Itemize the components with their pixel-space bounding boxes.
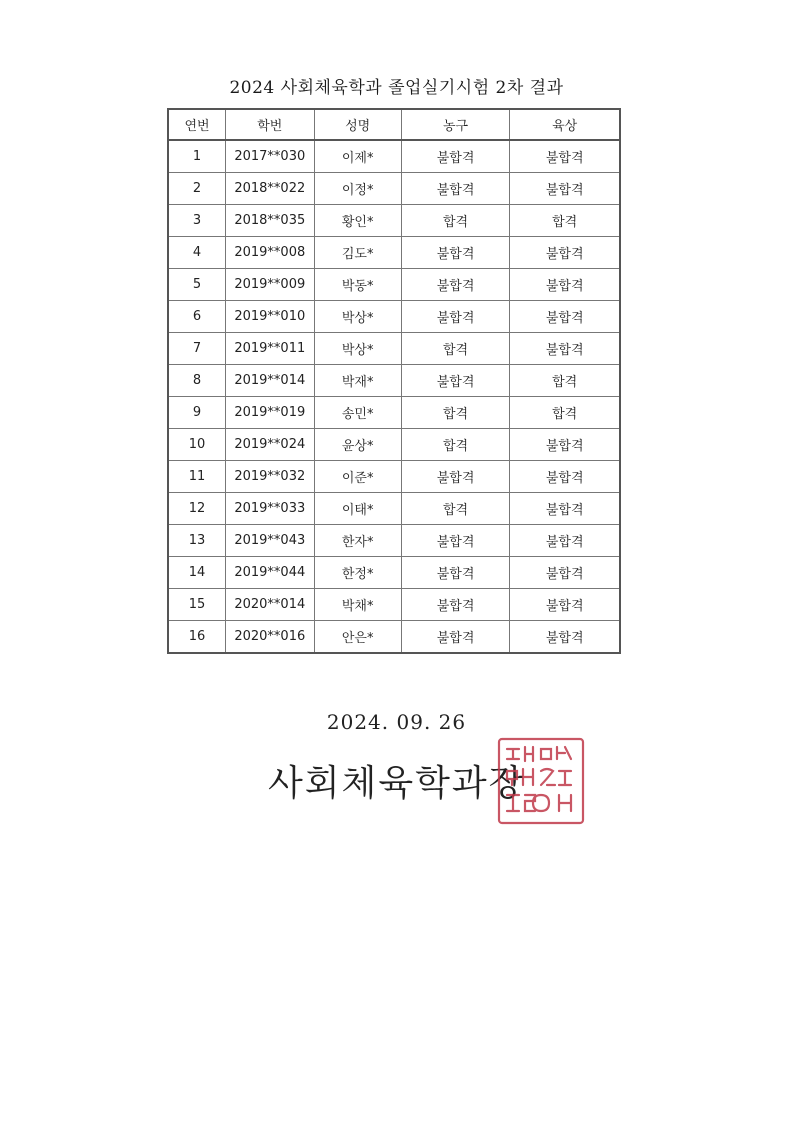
cell-basketball: 불합격 [401,301,510,333]
cell-no: 9 [168,397,226,429]
document-date: 2024. 09. 26 [326,710,467,734]
cell-no: 1 [168,140,226,173]
cell-name: 박재* [314,365,401,397]
cell-basketball: 불합격 [401,269,510,301]
cell-name: 이제* [314,140,401,173]
cell-name: 이정* [314,173,401,205]
cell-no: 2 [168,173,226,205]
cell-student-id: 2019**044 [226,557,315,589]
header-student-id: 학번 [226,109,315,140]
cell-name: 박동* [314,269,401,301]
header-no: 연번 [168,109,226,140]
cell-track: 불합격 [510,173,620,205]
cell-track: 불합격 [510,589,620,621]
table-body [168,140,620,653]
table-row [168,173,620,205]
cell-track: 합격 [510,365,620,397]
cell-student-id: 2019**009 [226,269,315,301]
table-row [168,269,620,301]
cell-no: 5 [168,269,226,301]
cell-basketball: 불합격 [401,589,510,621]
cell-student-id: 2019**008 [226,237,315,269]
cell-name: 이준* [314,461,401,493]
cell-track: 불합격 [510,140,620,173]
cell-student-id: 2020**016 [226,621,315,654]
cell-name: 박채* [314,589,401,621]
cell-no: 13 [168,525,226,557]
table-row [168,461,620,493]
cell-no: 11 [168,461,226,493]
table-row [168,140,620,173]
cell-student-id: 2019**033 [226,493,315,525]
cell-basketball: 합격 [401,333,510,365]
cell-track: 불합격 [510,557,620,589]
cell-no: 7 [168,333,226,365]
cell-track: 합격 [510,397,620,429]
cell-no: 4 [168,237,226,269]
cell-track: 불합격 [510,429,620,461]
table-row [168,429,620,461]
cell-no: 14 [168,557,226,589]
cell-name: 김도* [314,237,401,269]
cell-basketball: 합격 [401,205,510,237]
cell-basketball: 불합격 [401,140,510,173]
table-row [168,365,620,397]
cell-name: 황인* [314,205,401,237]
cell-no: 12 [168,493,226,525]
cell-student-id: 2018**035 [226,205,315,237]
table-row [168,333,620,365]
table-header-row [168,109,620,140]
table-row [168,525,620,557]
cell-track: 불합격 [510,525,620,557]
cell-no: 15 [168,589,226,621]
cell-no: 3 [168,205,226,237]
cell-name: 윤상* [314,429,401,461]
cell-no: 10 [168,429,226,461]
cell-no: 6 [168,301,226,333]
cell-student-id: 2019**010 [226,301,315,333]
cell-basketball: 불합격 [401,461,510,493]
cell-no: 8 [168,365,226,397]
table-row [168,237,620,269]
cell-student-id: 2018**022 [226,173,315,205]
cell-track: 불합격 [510,461,620,493]
cell-student-id: 2019**024 [226,429,315,461]
table-row [168,205,620,237]
cell-name: 박상* [314,301,401,333]
cell-basketball: 합격 [401,397,510,429]
table-row [168,301,620,333]
table-row [168,557,620,589]
signer-title: 사회체육학과장 [268,763,526,804]
cell-basketball: 불합격 [401,173,510,205]
cell-basketball: 합격 [401,493,510,525]
cell-name: 한정* [314,557,401,589]
results-table [167,108,621,654]
cell-name: 박상* [314,333,401,365]
table-row [168,621,620,654]
cell-track: 불합격 [510,493,620,525]
header-track: 육상 [510,109,620,140]
cell-basketball: 불합격 [401,525,510,557]
cell-basketball: 불합격 [401,621,510,654]
cell-track: 불합격 [510,237,620,269]
cell-basketball: 불합격 [401,237,510,269]
cell-name: 안은* [314,621,401,654]
cell-student-id: 2019**043 [226,525,315,557]
table-row [168,397,620,429]
cell-name: 한자* [314,525,401,557]
cell-track: 불합격 [510,621,620,654]
cell-basketball: 불합격 [401,365,510,397]
cell-student-id: 2019**019 [226,397,315,429]
cell-name: 이태* [314,493,401,525]
header-name: 성명 [314,109,401,140]
document-title: 2024 사회체육학과 졸업실기시험 2차 결과 [229,78,564,98]
table-row [168,493,620,525]
table-row [168,589,620,621]
cell-student-id: 2019**014 [226,365,315,397]
cell-student-id: 2019**032 [226,461,315,493]
cell-track: 불합격 [510,269,620,301]
official-seal-stamp [493,733,589,829]
cell-student-id: 2020**014 [226,589,315,621]
cell-student-id: 2017**030 [226,140,315,173]
cell-student-id: 2019**011 [226,333,315,365]
cell-basketball: 합격 [401,429,510,461]
cell-track: 불합격 [510,301,620,333]
header-basketball: 농구 [401,109,510,140]
cell-track: 합격 [510,205,620,237]
cell-basketball: 불합격 [401,557,510,589]
cell-name: 송민* [314,397,401,429]
cell-track: 불합격 [510,333,620,365]
cell-no: 16 [168,621,226,654]
